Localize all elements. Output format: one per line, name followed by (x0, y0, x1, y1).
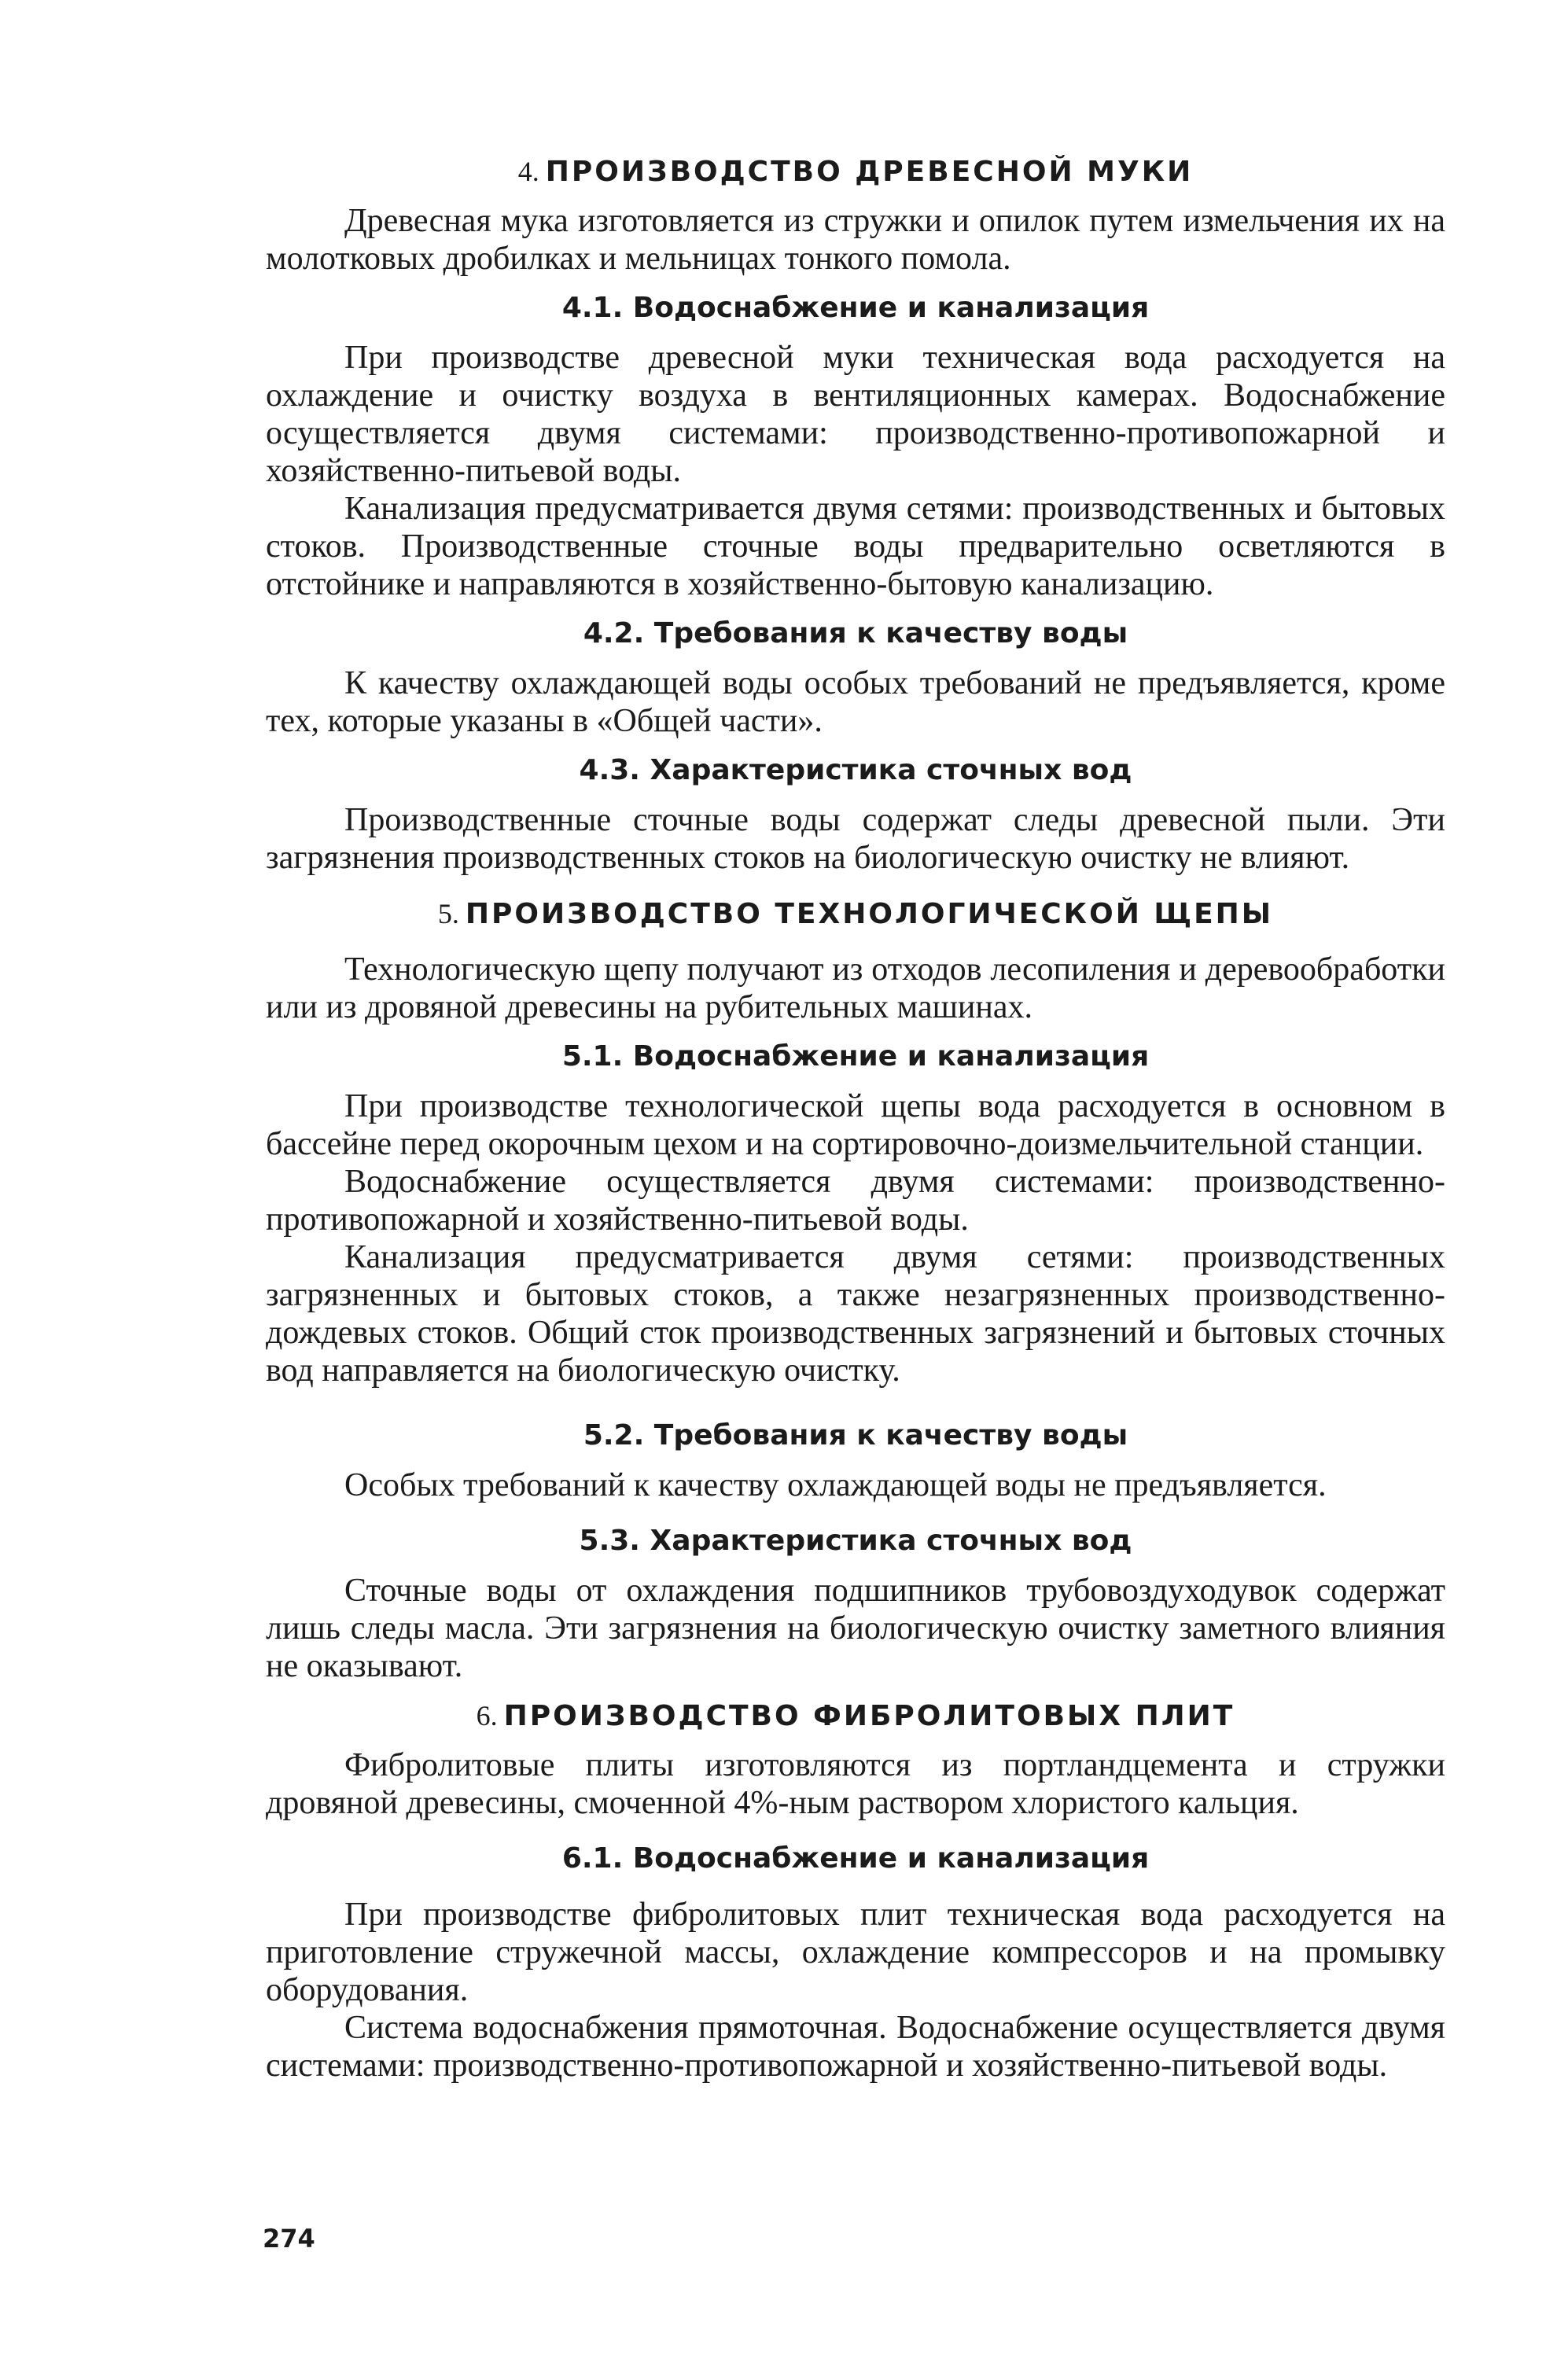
section-number: 4. (517, 156, 539, 187)
section-number: 5. (437, 898, 459, 929)
paragraph: При производстве технологической щепы вода расходуется в основном в бассейне перед окорочным цехом и на сортировочно-доизмельчительной станции. (266, 1088, 1445, 1162)
paragraph: Фибролитовые плиты изготовляются из портландцемента и стружки дровяной древесины, смоченной 4%-ным раствором хлористого кальция. (266, 1747, 1445, 1821)
paragraph: Система водоснабжения прямоточная. Водоснабжение осуществляется двумя системами: производственно-противопожарной и хозяйственно-питьевой воды. (266, 2010, 1445, 2084)
subsection-heading-4-1: 4.1. Водоснабжение и канализация (561, 292, 1150, 324)
subsection-heading-5-1: 5.1. Водоснабжение и канализация (561, 1040, 1150, 1073)
paragraph: При производстве фибролитовых плит техническая вода расходуется на приготовление стружечной массы, охлаждение компрессоров и на промывку оборудования. (266, 1897, 1445, 2008)
section-title: ПРОИЗВОДСТВО ДРЕВЕСНОЙ МУКИ (545, 156, 1194, 188)
subsection-heading-4-2: 4.2. Требования к качеству воды (583, 617, 1128, 649)
paragraph: Водоснабжение осуществляется двумя системами: производственно-противопожарной и хозяйственно-питьевой воды. (266, 1164, 1445, 1238)
paragraph: Сточные воды от охлаждения подшипников трубовоздуходувок содержат лишь следы масла. Эти загрязнения на биологическую очистку заметного влияния не оказывают. (266, 1573, 1445, 1684)
subsection-heading-4-3: 4.3. Характеристика сточных вод (579, 754, 1132, 786)
section-title: ПРОИЗВОДСТВО ФИБРОЛИТОВЫХ ПЛИТ (503, 1700, 1235, 1732)
paragraph: Технологическую щепу получают из отходов лесопиления и деревообработки или из дровяной древесины на рубительных машинах. (266, 951, 1445, 1025)
document-page (266, 145, 1445, 2268)
section-heading-6 (266, 1690, 1445, 1742)
section-heading-5 (266, 888, 1445, 940)
section-number: 6. (476, 1700, 498, 1731)
subsection-heading-5-3: 5.3. Характеристика сточных вод (579, 1525, 1132, 1557)
paragraph: Канализация предусматривается двумя сетями: производственных загрязненных и бытовых стоков, а также незагрязненных производственно-дождевых стоков. Общий сток производственных загрязнений и бытовых сточных вод направляется на биологическую очистку. (266, 1239, 1445, 1389)
page-number: 274 (263, 2224, 315, 2254)
section-title: ПРОИЗВОДСТВО ТЕХНОЛОГИЧЕСКОЙ ЩЕПЫ (465, 898, 1274, 930)
paragraph: Канализация предусматривается двумя сетями: производственных и бытовых стоков. Производственные сточные воды предварительно осветляются в отстойнике и направляются в хозяйственно-бытовую канализацию. (266, 491, 1445, 602)
section-heading-4 (266, 145, 1445, 197)
paragraph: Особых требований к качеству охлаждающей воды не предъявляется. (344, 1467, 1327, 1503)
paragraph: Производственные сточные воды содержат следы древесной пыли. Эти загрязнения производственных стоков на биологическую очистку не влияют. (266, 802, 1445, 876)
subsection-heading-6-1: 6.1. Водоснабжение и канализация (561, 1842, 1150, 1875)
paragraph: К качеству охлаждающей воды особых требований не предъявляется, кроме тех, которые указаны в «Общей части». (266, 665, 1445, 739)
subsection-heading-5-2: 5.2. Требования к качеству воды (583, 1419, 1128, 1452)
paragraph: Древесная мука изготовляется из стружки и опилок путем измельчения их на молотковых дробилках и мельницах тонкого помола. (266, 203, 1445, 277)
paragraph: При производстве древесной муки техническая вода расходуется на охлаждение и очистку воздуха в вентиляционных камерах. Водоснабжение осуществляется двумя системами: производственно-противопожарной и хозяйственно-питьевой воды. (266, 340, 1445, 489)
